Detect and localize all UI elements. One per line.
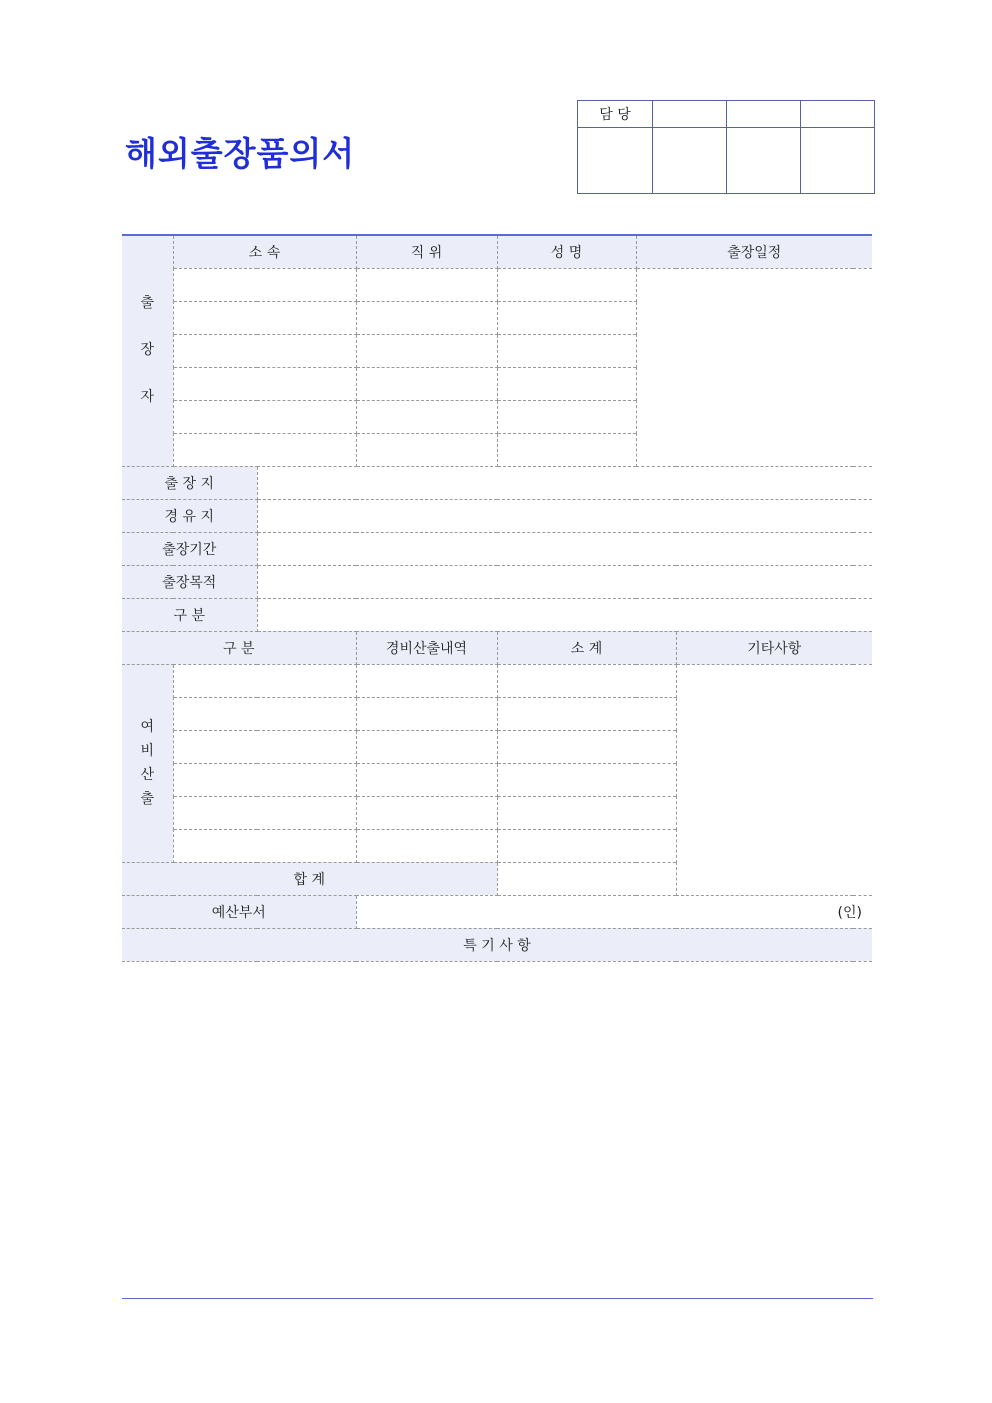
approval-header-cell xyxy=(727,101,801,128)
traveler-position-cell[interactable] xyxy=(356,268,497,301)
header-position: 직 위 xyxy=(356,235,497,268)
expense-category-cell[interactable] xyxy=(173,697,356,730)
expense-category-cell[interactable] xyxy=(173,664,356,697)
expense-header-category: 구 분 xyxy=(122,631,356,664)
category-field[interactable] xyxy=(257,598,872,631)
expense-details-cell[interactable] xyxy=(356,664,497,697)
approval-label: 담 당 xyxy=(578,101,653,128)
expense-category-cell[interactable] xyxy=(173,763,356,796)
period-label: 출장기간 xyxy=(122,532,257,565)
expense-category-cell[interactable] xyxy=(173,730,356,763)
footer-divider xyxy=(122,1298,873,1299)
header-affiliation: 소 속 xyxy=(173,235,356,268)
traveler-affiliation-cell[interactable] xyxy=(173,433,356,466)
approval-header-cell xyxy=(801,101,875,128)
expense-details-cell[interactable] xyxy=(356,763,497,796)
traveler-affiliation-cell[interactable] xyxy=(173,367,356,400)
stopover-field[interactable] xyxy=(257,499,872,532)
expense-category-cell[interactable] xyxy=(173,796,356,829)
traveler-name-cell[interactable] xyxy=(497,301,636,334)
total-field[interactable] xyxy=(497,862,676,895)
traveler-name-cell[interactable] xyxy=(497,268,636,301)
traveler-name-cell[interactable] xyxy=(497,400,636,433)
approval-signature-cell[interactable] xyxy=(578,128,653,194)
traveler-affiliation-cell[interactable] xyxy=(173,301,356,334)
expense-subtotal-cell[interactable] xyxy=(497,730,676,763)
expense-subtotal-cell[interactable] xyxy=(497,697,676,730)
seal-label: (인) xyxy=(837,904,862,921)
travelers-side-label: 출 장 자 xyxy=(122,235,173,466)
expense-subtotal-cell[interactable] xyxy=(497,763,676,796)
stopover-label: 경 유 지 xyxy=(122,499,257,532)
approval-box xyxy=(577,100,875,194)
destination-field[interactable] xyxy=(257,466,872,499)
expense-header-notes: 기타사항 xyxy=(676,631,872,664)
expense-category-cell[interactable] xyxy=(173,829,356,862)
purpose-field[interactable] xyxy=(257,565,872,598)
traveler-affiliation-cell[interactable] xyxy=(173,334,356,367)
travel-request-form xyxy=(122,234,872,962)
expense-details-cell[interactable] xyxy=(356,829,497,862)
approval-signature-cell[interactable] xyxy=(653,128,727,194)
header-schedule: 출장일정 xyxy=(636,235,872,268)
header-name: 성 명 xyxy=(497,235,636,268)
purpose-label: 출장목적 xyxy=(122,565,257,598)
expense-details-cell[interactable] xyxy=(356,697,497,730)
traveler-position-cell[interactable] xyxy=(356,433,497,466)
traveler-position-cell[interactable] xyxy=(356,301,497,334)
approval-header-cell xyxy=(653,101,727,128)
expense-subtotal-cell[interactable] xyxy=(497,796,676,829)
traveler-affiliation-cell[interactable] xyxy=(173,268,356,301)
traveler-position-cell[interactable] xyxy=(356,400,497,433)
traveler-name-cell[interactable] xyxy=(497,367,636,400)
category-label: 구 분 xyxy=(122,598,257,631)
budget-department-label: 예산부서 xyxy=(122,895,356,928)
remarks-label: 특 기 사 항 xyxy=(122,928,872,961)
traveler-position-cell[interactable] xyxy=(356,367,497,400)
expense-notes-cell[interactable] xyxy=(676,664,872,895)
expense-details-cell[interactable] xyxy=(356,730,497,763)
expense-details-cell[interactable] xyxy=(356,796,497,829)
expense-subtotal-cell[interactable] xyxy=(497,664,676,697)
destination-label: 출 장 지 xyxy=(122,466,257,499)
approval-signature-cell[interactable] xyxy=(801,128,875,194)
traveler-name-cell[interactable] xyxy=(497,334,636,367)
approval-signature-cell[interactable] xyxy=(727,128,801,194)
expense-subtotal-cell[interactable] xyxy=(497,829,676,862)
traveler-name-cell[interactable] xyxy=(497,433,636,466)
traveler-position-cell[interactable] xyxy=(356,334,497,367)
total-label: 합 계 xyxy=(122,862,497,895)
expense-side-label: 여 비 산 출 xyxy=(122,664,173,862)
budget-department-field[interactable] xyxy=(356,895,872,928)
traveler-schedule-cell[interactable] xyxy=(636,268,872,466)
expense-header-subtotal: 소 계 xyxy=(497,631,676,664)
page-title: 해외출장품의서 xyxy=(125,134,356,173)
expense-header-details: 경비산출내역 xyxy=(356,631,497,664)
period-field[interactable] xyxy=(257,532,872,565)
traveler-affiliation-cell[interactable] xyxy=(173,400,356,433)
